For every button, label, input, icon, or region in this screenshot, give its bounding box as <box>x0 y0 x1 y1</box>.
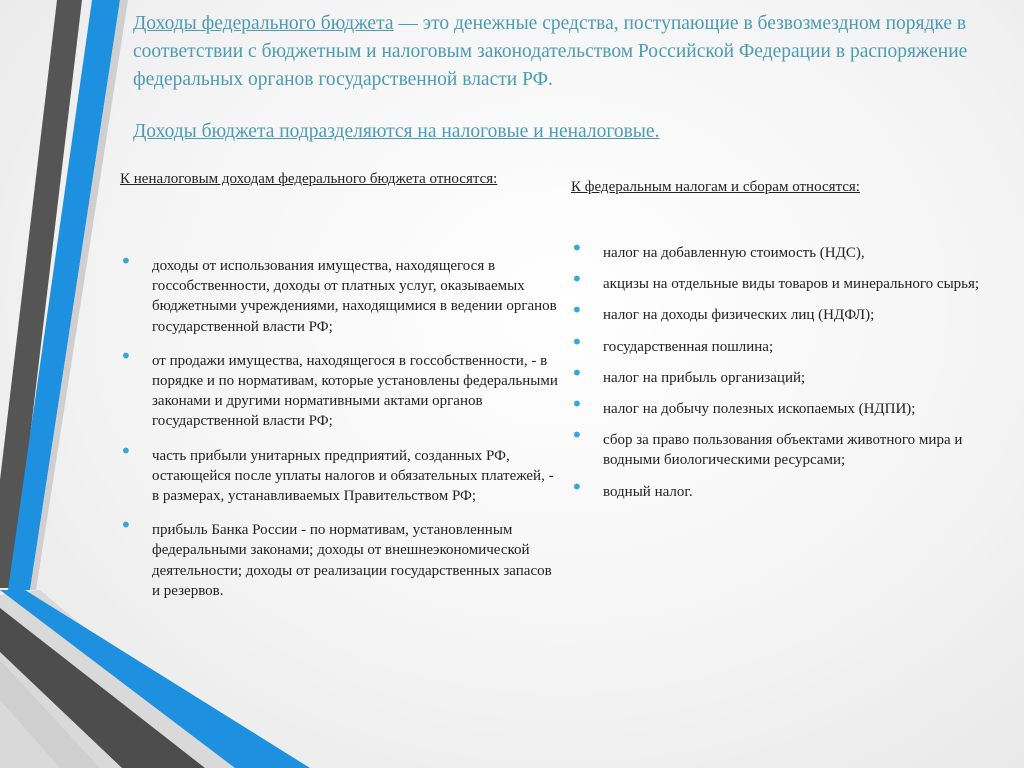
list-item: • государственная пошлина; <box>571 329 774 355</box>
bullet-icon: • <box>571 423 583 448</box>
bullet-icon: • <box>571 474 583 499</box>
list-item: • налог на добавленную стоимость (НДС), <box>571 236 865 261</box>
bullet-icon: • <box>571 298 583 323</box>
bullet-icon: • <box>120 438 132 463</box>
list-item: • налог на доходы физических лиц (НДФЛ); <box>571 298 875 324</box>
right-column-heading: К федеральным налогам и сборам относятся: <box>571 179 860 195</box>
bullet-icon: • <box>571 329 583 354</box>
federal-taxes-list <box>571 236 1011 513</box>
bullet-icon: • <box>120 343 132 368</box>
definition-paragraph <box>133 10 1013 94</box>
bullet-icon: • <box>571 236 583 260</box>
definition-term: Доходы федерального бюджета <box>133 13 394 34</box>
list-item: • сбор за право пользования объектами животного мира и водными биологическими ресурсами; <box>571 423 963 469</box>
list-item: • часть прибыли унитарных предприятий, созданных РФ, остающейся после уплаты налогов и обязательных платежей, - в размерах, устанавливаемых Правительством РФ; <box>120 438 554 505</box>
list-item: • водный налог. <box>571 474 693 500</box>
subtitle: Доходы бюджета подразделяются на налоговые и неналоговые. <box>133 121 660 142</box>
list-item: • прибыль Банка России - по нормативам, установленным федеральными законами; доходы от внешнеэкономической деятельности; доходы от реализации государственных запасов и резервов. <box>120 513 552 599</box>
list-item: • налог на добычу полезных ископаемых (НДПИ); <box>571 392 916 418</box>
list-item: • доходы от использования имущества, находящегося в госсобственности, доходы от платных услуг, оказываемых бюджетными учреждениями, находящимися в ведении органов государственной власти РФ; <box>120 249 557 335</box>
bullet-icon: • <box>120 249 132 273</box>
bullet-icon: • <box>120 513 132 538</box>
left-column-heading: К неналоговым доходам федерального бюджета относятся: <box>120 171 498 187</box>
bullet-icon: • <box>571 267 583 292</box>
non-tax-income-list <box>120 249 560 615</box>
definition-text: — это денежные средства, поступающие в безвозмездном порядке в соответствии с бюджетным и налоговым законодательством Российской Федерации в распоряжение федеральных органов государственной власти РФ. <box>133 13 968 90</box>
list-item: • акцизы на отдельные виды товаров и минерального сырья; <box>571 267 980 293</box>
list-item: • от продажи имущества, находящегося в госсобственности, - в порядке и по нормативам, которые установлены федеральными законами и другими нормативными актами органов государственной власти РФ; <box>120 343 558 430</box>
bullet-icon: • <box>571 392 583 417</box>
list-item: • налог на прибыль организаций; <box>571 360 806 386</box>
bullet-icon: • <box>571 360 583 385</box>
